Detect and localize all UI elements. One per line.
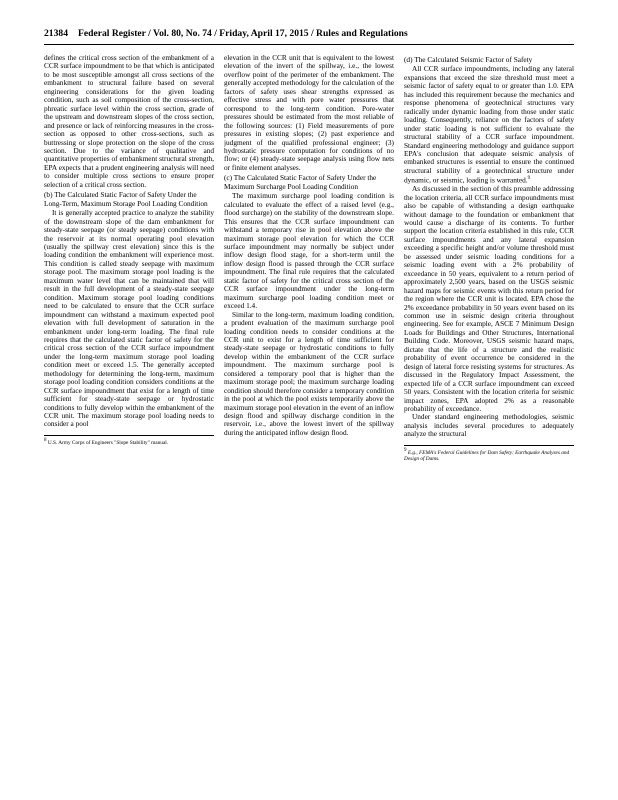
footnote-8 — [44, 435, 214, 446]
publication-line: Federal Register / Vol. 80, No. 74 / Friday, April 17, 2015 / Rules and Regulations — [77, 28, 408, 39]
footnote-9-marker: 9 — [404, 447, 407, 453]
column-1 — [44, 54, 214, 778]
col3-paragraph-2: As discussed in the section of this preamble addressing the location criteria, all CCR surface impoundments must also be capable of withstanding a design earthquake without damage to the foundation or embankment that would cause a discharge of its contents. To further support the location criteria established in this rule, CCR surface impoundments and any lateral expansion exceeding a specific height and/or volume threshold must be assessed under seismic loading conditions for a seismic loading event with a 2% probability of exceedance in 50 years, equivalent to a return period of approximately 2,500 years, based on the USGS seismic hazard maps for seismic events with this return period for the region where the CCR unit is located. EPA chose the 2% exceedance probability in 50 years event based on its common use in seismic design criteria throughout engineering. See for example, ASCE 7 Minimum Design Loads for Buildings and Other Structures, International Building Code. Moreover, USGS seismic hazard maps, dictate that the life of a structure and the realistic probability of event occurrence be considered in the design of lateral force resisting systems for structures. As discussed in the Regulatory Impact Assessment, the expected life of a CCR surface impoundment can exceed 50 years. Consistent with the location criteria for seismic impact zones, EPA adopted 2% as a reasonable probability of exceedance. — [404, 184, 574, 413]
page-number: 21384 — [44, 28, 68, 39]
col1-paragraph-2: It is generally accepted practice to analyze the stability of the downstream slope of the dam embankment for steady-state seepage (or steady seepage) conditions with the reservoir at its normal operating pool elevation (usually the spillway crest elevation) since this is the loading condition the embankment will experience most. This condition is called steady seepage with maximum storage pool. The maximum storage pool loading is the maximum water level that can be maintained that will result in the full development of a steady-state seepage condition. Maximum storage pool loading conditions need to be calculated to ensure that the CCR surface impoundment can withstand a maximum expected pool elevation with full development of saturation in the embankment under long-term loading. The final rule requires that the calculated static factor of safety for the critical cross section of the CCR surface impoundment under the long-term maximum storage pool loading condition meet or exceed 1.5. The generally accepted methodology for determining the long-term, maximum storage pool loading condition considers conditions at the CCR surface impoundment that exist for a length of time sufficient for steady-state seepage or hydrostatic conditions to fully develop within the embankment of the CCR unit. The maximum storage pool loading needs to consider a pool — [44, 208, 214, 429]
column-3 — [404, 54, 574, 778]
col1-paragraph-1: defines the critical cross section of the embankment of a CCR surface impoundment to be that which is anticipated to be most susceptible amongst all cross sections of the embankment to structural failure based on several engineering considerations for the given loading condition, such as soil composition of the cross-section, phreatic surface level within the cross section, grade of the upstream and downstream slopes of the cross section, and presence or lack of reinforcing measures in the cross-section as opposed to other cross-sections, such as buttressing or slope protection on the slope of the cross section. Due to the variance of qualitative and quantitative properties of embankment structural strength, EPA expects that a prudent engineering analysis will need to consider multiple cross sections to ensure proper selection of a critical cross section. — [44, 54, 214, 189]
footnote-9 — [404, 445, 574, 462]
page-header — [44, 28, 574, 45]
col2-paragraph-1: elevation in the CCR unit that is equivalent to the lowest elevation of the invert of the spillway, i.e., the lowest overflow point of the perimeter of the embankment. The generally accepted methodology for the calculation of the factors of safety uses shear strengths expressed as effective stress and with pore water pressures that correspond to the long-term condition. Pore-water pressures should be estimated from the most reliable of the following sources: (1) Field measurements of pore pressures in existing slopes; (2) past experience and judgment of the qualified professional engineer; (3) hydrostatic pressure computation for conditions of no flow; or (4) steady-state seepage analysis using flow nets or finite element analyses. — [224, 54, 394, 172]
footnote-9-text: E.g., FEMA's Federal Guidelines for Dam Safety: Earthquake Analyses and Design of Dams. — [404, 449, 570, 462]
col3-paragraph-1-text: All CCR surface impoundments, including any lateral expansions that exceed the size threshold must meet a seismic factor of safety equal to or greater than 1.0. EPA has included this requirement because the mechanics and response phenomena of geotechnical structures vary radically under dynamic loading from those under static loading. Consequently, reliance on the factors of safety under static loading is not sufficient to evaluate the structural stability of a CCR surface impoundment. Standard engineering methodology and guidance support EPA's conclusion that adequate seismic analysis of embanked structures is essential to ensure the continued structural stability of a geotechnical structure under dynamic, or seismic, loading is warranted. — [404, 64, 574, 185]
col3-paragraph-3: Under standard engineering methodologies, seismic analysis includes several procedures to adequately analyze the structural — [404, 412, 574, 439]
heading-c: (c) The Calculated Static Factor of Safety Under the Maximum Surcharge Pool Loading Condition — [224, 173, 377, 191]
footnote-8-marker: 8 — [44, 437, 47, 443]
footnote-ref-9: 9 — [527, 176, 531, 182]
col2-paragraph-2: The maximum surcharge pool loading condition is calculated to evaluate the effect of a raised level (e.g., flood surcharge) on the stability of the downstream slope. This ensures that the CCR surface impoundment can withstand a temporary rise in pool elevation above the maximum storage pool elevation for which the CCR surface impoundment may normally be subject under inflow design flood stage, for a short-term until the inflow design flood is passed through the CCR surface impoundment. The final rule requires that the calculated static factor of safety for the critical cross section of the CCR surface impoundment under the long-term maximum surcharge pool loading condition meet or exceed 1.4. — [224, 191, 394, 311]
heading-b: (b) The Calculated Static Factor of Safety Under the Long-Term, Maximum Storage Pool Loading Condition — [44, 190, 208, 208]
footnote-8-text: U.S. Army Corps of Engineers "Slope Stability" manual. — [47, 439, 169, 446]
heading-d: (d) The Calculated Seismic Factor of Safety — [404, 55, 533, 64]
col3-paragraph-1 — [404, 65, 574, 185]
col2-paragraph-3: Similar to the long-term, maximum loading condition, a prudent evaluation of the maximum surcharge pool loading condition needs to consider conditions at the CCR unit to exist for a length of time sufficient for steady-state seepage or hydrostatic conditions to fully develop within the embankment of the CCR surface impoundment. The maximum surcharge pool is considered a temporary pool that is higher than the maximum storage pool; the maximum surcharge loading condition should therefore consider a temporary condition in the pool at which the pool exists temporarily above the maximum storage pool elevation in the event of an inflow design flood and spillway discharge condition in the reservoir, i.e., above the lowest invert of the spillway during the anticipated inflow design flood. — [224, 309, 394, 437]
column-2 — [224, 54, 394, 778]
text-columns — [44, 54, 574, 778]
